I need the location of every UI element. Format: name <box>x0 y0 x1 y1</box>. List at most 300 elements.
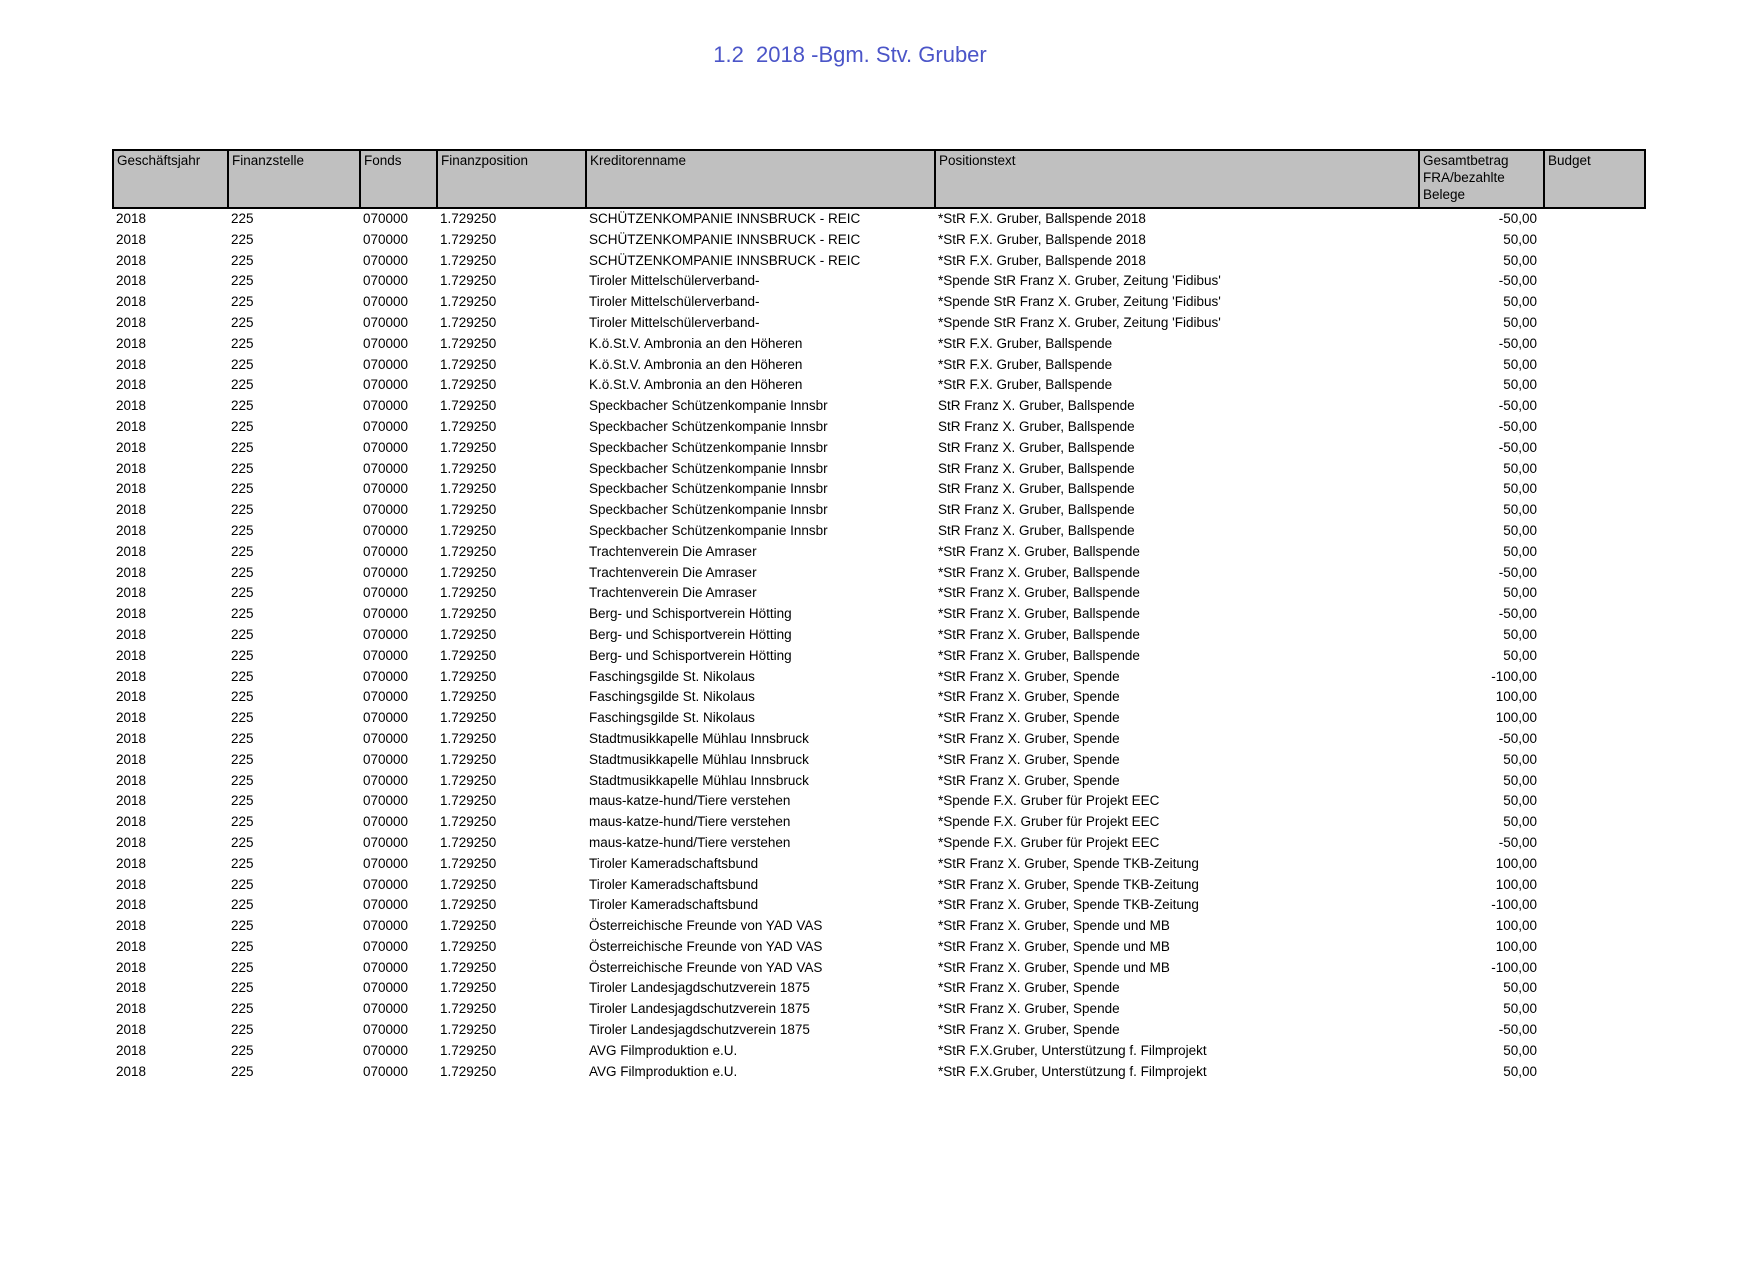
cell-gesamtbetrag: -50,00 <box>1498 439 1537 455</box>
cell-finanzstelle: 225 <box>231 793 254 809</box>
cell-finanzstelle: 225 <box>231 959 254 975</box>
table-row <box>113 479 1645 500</box>
cell-geschaeftsjahr: 2018 <box>116 730 147 746</box>
cell-positionstext: *StR Franz X. Gruber, Spende <box>938 1001 1120 1017</box>
cell-gesamtbetrag: -50,00 <box>1498 418 1537 434</box>
cell-positionstext: *StR Franz X. Gruber, Spende <box>938 980 1120 996</box>
table-row <box>113 500 1645 521</box>
cell-kreditorenname: Österreichische Freunde von YAD VAS <box>589 959 823 975</box>
cell-positionstext: *StR Franz X. Gruber, Spende und MB <box>938 959 1170 975</box>
cell-budget <box>1544 208 1645 230</box>
cell-geschaeftsjahr: 2018 <box>116 668 147 684</box>
cell-finanzstelle: 225 <box>231 751 254 767</box>
table-row <box>113 313 1645 334</box>
cell-finanzposition: 1.729250 <box>440 522 497 538</box>
cell-gesamtbetrag: -50,00 <box>1498 834 1537 850</box>
cell-finanzposition: 1.729250 <box>440 377 497 393</box>
cell-finanzposition: 1.729250 <box>440 751 497 767</box>
cell-fonds: 070000 <box>363 647 409 663</box>
table-row <box>113 542 1645 563</box>
cell-finanzstelle: 225 <box>231 647 254 663</box>
cell-fonds: 070000 <box>363 398 409 414</box>
cell-finanzposition: 1.729250 <box>440 834 497 850</box>
cell-positionstext: StR Franz X. Gruber, Ballspende <box>938 460 1135 476</box>
table-header <box>113 150 1645 208</box>
cell-positionstext: *StR F.X.Gruber, Unterstützung f. Filmprojekt <box>938 1042 1207 1058</box>
cell-positionstext: *StR Franz X. Gruber, Ballspende <box>938 647 1140 663</box>
cell-budget <box>1544 479 1645 500</box>
cell-positionstext: *StR Franz X. Gruber, Spende TKB-Zeitung <box>938 855 1199 871</box>
cell-finanzposition: 1.729250 <box>440 564 497 580</box>
cell-positionstext: *StR Franz X. Gruber, Spende <box>938 772 1120 788</box>
cell-gesamtbetrag: 100,00 <box>1495 710 1537 726</box>
cell-kreditorenname: Tiroler Mittelschülerverband- <box>589 314 760 330</box>
cell-gesamtbetrag: -50,00 <box>1498 398 1537 414</box>
cell-geschaeftsjahr: 2018 <box>116 356 147 372</box>
cell-kreditorenname: Berg- und Schisportverein Hötting <box>589 647 792 663</box>
cell-positionstext: *Spende StR Franz X. Gruber, Zeitung 'Fidibus' <box>938 294 1221 310</box>
cell-finanzstelle: 225 <box>231 772 254 788</box>
cell-finanzstelle: 225 <box>231 897 254 913</box>
cell-geschaeftsjahr: 2018 <box>116 855 147 871</box>
cell-budget <box>1544 625 1645 646</box>
table-row <box>113 999 1645 1020</box>
cell-kreditorenname: AVG Filmproduktion e.U. <box>589 1042 738 1058</box>
table-row <box>113 604 1645 625</box>
cell-finanzstelle: 225 <box>231 502 254 518</box>
cell-fonds: 070000 <box>363 273 409 289</box>
cell-fonds: 070000 <box>363 522 409 538</box>
cell-kreditorenname: Trachtenverein Die Amraser <box>589 564 757 580</box>
cell-positionstext: *StR Franz X. Gruber, Ballspende <box>938 626 1140 642</box>
cell-budget <box>1544 999 1645 1020</box>
cell-geschaeftsjahr: 2018 <box>116 335 147 351</box>
cell-geschaeftsjahr: 2018 <box>116 377 147 393</box>
cell-finanzstelle: 225 <box>231 855 254 871</box>
cell-kreditorenname: Trachtenverein Die Amraser <box>589 585 757 601</box>
cell-kreditorenname: Berg- und Schisportverein Hötting <box>589 606 792 622</box>
cell-finanzposition: 1.729250 <box>440 730 497 746</box>
cell-finanzstelle: 225 <box>231 377 254 393</box>
cell-finanzstelle: 225 <box>231 710 254 726</box>
cell-finanzstelle: 225 <box>231 1022 254 1038</box>
cell-fonds: 070000 <box>363 585 409 601</box>
cell-kreditorenname: Faschingsgilde St. Nikolaus <box>589 689 755 705</box>
cell-budget <box>1544 895 1645 916</box>
report-table <box>112 149 1646 1082</box>
cell-kreditorenname: SCHÜTZENKOMPANIE INNSBRUCK - REIC <box>589 211 861 226</box>
cell-geschaeftsjahr: 2018 <box>116 481 147 497</box>
cell-kreditorenname: Speckbacher Schützenkompanie Innsbr <box>589 439 828 455</box>
cell-gesamtbetrag: 50,00 <box>1503 377 1537 393</box>
cell-geschaeftsjahr: 2018 <box>116 959 147 975</box>
cell-kreditorenname: Tiroler Kameradschaftsbund <box>589 855 759 871</box>
cell-fonds: 070000 <box>363 980 409 996</box>
cell-kreditorenname: K.ö.St.V. Ambronia an den Höheren <box>589 335 803 351</box>
cell-kreditorenname: Tiroler Landesjagdschutzverein 1875 <box>589 1001 810 1017</box>
cell-finanzposition: 1.729250 <box>440 668 497 684</box>
cell-geschaeftsjahr: 2018 <box>116 273 147 289</box>
cell-gesamtbetrag: 50,00 <box>1503 252 1537 268</box>
cell-finanzposition: 1.729250 <box>440 314 497 330</box>
cell-gesamtbetrag: -50,00 <box>1498 606 1537 622</box>
cell-gesamtbetrag: -50,00 <box>1498 730 1537 746</box>
cell-finanzposition: 1.729250 <box>440 231 497 247</box>
cell-geschaeftsjahr: 2018 <box>116 751 147 767</box>
cell-finanzstelle: 225 <box>231 918 254 934</box>
cell-kreditorenname: maus-katze-hund/Tiere verstehen <box>589 793 791 809</box>
cell-finanzposition: 1.729250 <box>440 335 497 351</box>
cell-positionstext: StR Franz X. Gruber, Ballspende <box>938 481 1135 497</box>
cell-finanzstelle: 225 <box>231 938 254 954</box>
cell-fonds: 070000 <box>363 751 409 767</box>
cell-geschaeftsjahr: 2018 <box>116 585 147 601</box>
cell-kreditorenname: K.ö.St.V. Ambronia an den Höheren <box>589 377 803 393</box>
cell-positionstext: *StR F.X. Gruber, Ballspende 2018 <box>938 231 1146 247</box>
cell-budget <box>1544 687 1645 708</box>
cell-finanzposition: 1.729250 <box>440 502 497 518</box>
cell-budget <box>1544 292 1645 313</box>
cell-kreditorenname: Tiroler Landesjagdschutzverein 1875 <box>589 980 810 996</box>
page-title: 1.2 2018 -Bgm. Stv. Gruber <box>713 42 987 67</box>
cell-budget <box>1544 375 1645 396</box>
cell-kreditorenname: maus-katze-hund/Tiere verstehen <box>589 834 791 850</box>
cell-finanzposition: 1.729250 <box>440 481 497 497</box>
cell-finanzstelle: 225 <box>231 522 254 538</box>
cell-geschaeftsjahr: 2018 <box>116 1042 147 1058</box>
cell-finanzstelle: 225 <box>231 980 254 996</box>
table-row <box>113 895 1645 916</box>
cell-budget <box>1544 230 1645 251</box>
cell-fonds: 070000 <box>363 356 409 372</box>
cell-kreditorenname: Stadtmusikkapelle Mühlau Innsbruck <box>589 730 809 746</box>
cell-finanzstelle: 225 <box>231 252 254 268</box>
cell-gesamtbetrag: -100,00 <box>1491 668 1537 684</box>
cell-geschaeftsjahr: 2018 <box>116 252 147 268</box>
cell-gesamtbetrag: 100,00 <box>1495 876 1537 892</box>
table-row <box>113 729 1645 750</box>
cell-fonds: 070000 <box>363 710 409 726</box>
table-row <box>113 916 1645 937</box>
cell-kreditorenname: Faschingsgilde St. Nikolaus <box>589 710 755 726</box>
cell-finanzposition: 1.729250 <box>440 294 497 310</box>
cell-finanzposition: 1.729250 <box>440 980 497 996</box>
cell-finanzposition: 1.729250 <box>440 897 497 913</box>
table-row <box>113 937 1645 958</box>
table-row <box>113 271 1645 292</box>
cell-gesamtbetrag: -50,00 <box>1498 335 1537 351</box>
cell-budget <box>1544 563 1645 584</box>
cell-positionstext: *StR Franz X. Gruber, Ballspende <box>938 606 1140 622</box>
cell-budget <box>1544 791 1645 812</box>
cell-gesamtbetrag: 100,00 <box>1495 918 1537 934</box>
cell-positionstext: *StR Franz X. Gruber, Spende und MB <box>938 938 1170 954</box>
cell-finanzposition: 1.729250 <box>440 772 497 788</box>
cell-fonds: 070000 <box>363 502 409 518</box>
cell-gesamtbetrag: 50,00 <box>1503 543 1537 559</box>
cell-fonds: 070000 <box>363 314 409 330</box>
cell-gesamtbetrag: 50,00 <box>1503 481 1537 497</box>
cell-budget <box>1544 708 1645 729</box>
cell-finanzstelle: 225 <box>231 814 254 830</box>
cell-fonds: 070000 <box>363 606 409 622</box>
report-page <box>0 42 1754 1082</box>
cell-budget <box>1544 583 1645 604</box>
table-row <box>113 791 1645 812</box>
cell-fonds: 070000 <box>363 626 409 642</box>
cell-budget <box>1544 521 1645 542</box>
cell-fonds: 070000 <box>363 377 409 393</box>
table-row <box>113 208 1645 230</box>
table-row <box>113 396 1645 417</box>
cell-kreditorenname: Berg- und Schisportverein Hötting <box>589 626 792 642</box>
cell-fonds: 070000 <box>363 814 409 830</box>
cell-finanzposition: 1.729250 <box>440 959 497 975</box>
cell-budget <box>1544 417 1645 438</box>
cell-budget <box>1544 916 1645 937</box>
cell-finanzstelle: 225 <box>231 294 254 310</box>
cell-kreditorenname: Speckbacher Schützenkompanie Innsbr <box>589 481 828 497</box>
cell-fonds: 070000 <box>363 689 409 705</box>
cell-fonds: 070000 <box>363 897 409 913</box>
cell-finanzstelle: 225 <box>231 564 254 580</box>
table-row <box>113 1062 1645 1083</box>
cell-budget <box>1544 396 1645 417</box>
cell-geschaeftsjahr: 2018 <box>116 793 147 809</box>
cell-finanzstelle: 225 <box>231 1001 254 1017</box>
cell-geschaeftsjahr: 2018 <box>116 294 147 310</box>
cell-budget <box>1544 459 1645 480</box>
cell-geschaeftsjahr: 2018 <box>116 418 147 434</box>
cell-finanzstelle: 225 <box>231 211 254 226</box>
cell-fonds: 070000 <box>363 1001 409 1017</box>
cell-positionstext: *StR Franz X. Gruber, Spende <box>938 689 1120 705</box>
cell-gesamtbetrag: 100,00 <box>1495 855 1537 871</box>
cell-geschaeftsjahr: 2018 <box>116 439 147 455</box>
cell-budget <box>1544 771 1645 792</box>
cell-fonds: 070000 <box>363 1022 409 1038</box>
column-header-finanzstelle: Finanzstelle <box>228 150 360 208</box>
cell-gesamtbetrag: 50,00 <box>1503 294 1537 310</box>
cell-geschaeftsjahr: 2018 <box>116 398 147 414</box>
table-row <box>113 230 1645 251</box>
cell-kreditorenname: Tiroler Kameradschaftsbund <box>589 876 759 892</box>
cell-gesamtbetrag: -50,00 <box>1498 211 1537 226</box>
cell-geschaeftsjahr: 2018 <box>116 543 147 559</box>
cell-budget <box>1544 604 1645 625</box>
cell-finanzposition: 1.729250 <box>440 252 497 268</box>
cell-fonds: 070000 <box>363 1063 409 1079</box>
cell-gesamtbetrag: 50,00 <box>1503 502 1537 518</box>
cell-positionstext: *StR Franz X. Gruber, Spende <box>938 1022 1120 1038</box>
column-header-gesamtbetrag: Gesamtbetrag FRA/bezahlte Belege <box>1419 150 1544 208</box>
cell-kreditorenname: Speckbacher Schützenkompanie Innsbr <box>589 418 828 434</box>
cell-finanzposition: 1.729250 <box>440 585 497 601</box>
table-row <box>113 771 1645 792</box>
cell-gesamtbetrag: 100,00 <box>1495 689 1537 705</box>
cell-positionstext: *StR F.X. Gruber, Ballspende <box>938 377 1113 393</box>
cell-geschaeftsjahr: 2018 <box>116 814 147 830</box>
cell-geschaeftsjahr: 2018 <box>116 689 147 705</box>
cell-finanzstelle: 225 <box>231 356 254 372</box>
table-row <box>113 375 1645 396</box>
cell-positionstext: *Spende F.X. Gruber für Projekt EEC <box>938 814 1160 830</box>
cell-finanzposition: 1.729250 <box>440 918 497 934</box>
cell-gesamtbetrag: -50,00 <box>1498 273 1537 289</box>
cell-gesamtbetrag: 50,00 <box>1503 751 1537 767</box>
cell-finanzposition: 1.729250 <box>440 273 497 289</box>
column-header-kreditorenname: Kreditorenname <box>586 150 935 208</box>
table-row <box>113 438 1645 459</box>
cell-gesamtbetrag: 50,00 <box>1503 980 1537 996</box>
cell-kreditorenname: Speckbacher Schützenkompanie Innsbr <box>589 522 828 538</box>
cell-gesamtbetrag: 50,00 <box>1503 585 1537 601</box>
cell-gesamtbetrag: 100,00 <box>1495 938 1537 954</box>
table-row <box>113 355 1645 376</box>
cell-gesamtbetrag: 50,00 <box>1503 1042 1537 1058</box>
cell-gesamtbetrag: 50,00 <box>1503 356 1537 372</box>
cell-gesamtbetrag: -100,00 <box>1491 897 1537 913</box>
cell-budget <box>1544 646 1645 667</box>
cell-positionstext: *Spende F.X. Gruber für Projekt EEC <box>938 834 1160 850</box>
cell-finanzposition: 1.729250 <box>440 418 497 434</box>
cell-fonds: 070000 <box>363 481 409 497</box>
cell-fonds: 070000 <box>363 231 409 247</box>
cell-fonds: 070000 <box>363 335 409 351</box>
cell-budget <box>1544 667 1645 688</box>
cell-geschaeftsjahr: 2018 <box>116 897 147 913</box>
column-header-finanzposition: Finanzposition <box>437 150 586 208</box>
table-row <box>113 334 1645 355</box>
cell-budget <box>1544 355 1645 376</box>
cell-finanzposition: 1.729250 <box>440 876 497 892</box>
cell-gesamtbetrag: 50,00 <box>1503 814 1537 830</box>
cell-budget <box>1544 812 1645 833</box>
cell-finanzstelle: 225 <box>231 543 254 559</box>
table-row <box>113 958 1645 979</box>
cell-geschaeftsjahr: 2018 <box>116 834 147 850</box>
cell-gesamtbetrag: 50,00 <box>1503 460 1537 476</box>
cell-budget <box>1544 875 1645 896</box>
cell-gesamtbetrag: 50,00 <box>1503 1001 1537 1017</box>
cell-finanzstelle: 225 <box>231 418 254 434</box>
cell-fonds: 070000 <box>363 294 409 310</box>
cell-budget <box>1544 978 1645 999</box>
cell-finanzposition: 1.729250 <box>440 814 497 830</box>
column-header-geschaeftsjahr: Geschäftsjahr <box>113 150 228 208</box>
cell-finanzposition: 1.729250 <box>440 689 497 705</box>
cell-fonds: 070000 <box>363 460 409 476</box>
cell-fonds: 070000 <box>363 772 409 788</box>
cell-positionstext: *StR Franz X. Gruber, Spende TKB-Zeitung <box>938 897 1199 913</box>
cell-positionstext: StR Franz X. Gruber, Ballspende <box>938 398 1135 414</box>
cell-finanzstelle: 225 <box>231 626 254 642</box>
cell-gesamtbetrag: 50,00 <box>1503 772 1537 788</box>
cell-finanzstelle: 225 <box>231 606 254 622</box>
cell-budget <box>1544 750 1645 771</box>
cell-fonds: 070000 <box>363 439 409 455</box>
cell-gesamtbetrag: -50,00 <box>1498 564 1537 580</box>
table-row <box>113 292 1645 313</box>
cell-budget <box>1544 438 1645 459</box>
cell-kreditorenname: SCHÜTZENKOMPANIE INNSBRUCK - REIC <box>589 231 861 247</box>
cell-finanzstelle: 225 <box>231 689 254 705</box>
cell-finanzstelle: 225 <box>231 273 254 289</box>
cell-finanzstelle: 225 <box>231 481 254 497</box>
cell-finanzposition: 1.729250 <box>440 1001 497 1017</box>
cell-finanzstelle: 225 <box>231 834 254 850</box>
cell-gesamtbetrag: 50,00 <box>1503 522 1537 538</box>
cell-budget <box>1544 1020 1645 1041</box>
cell-kreditorenname: Tiroler Mittelschülerverband- <box>589 273 760 289</box>
cell-budget <box>1544 854 1645 875</box>
cell-geschaeftsjahr: 2018 <box>116 1022 147 1038</box>
cell-geschaeftsjahr: 2018 <box>116 980 147 996</box>
cell-kreditorenname: Faschingsgilde St. Nikolaus <box>589 668 755 684</box>
table-row <box>113 417 1645 438</box>
cell-fonds: 070000 <box>363 211 409 226</box>
cell-geschaeftsjahr: 2018 <box>116 606 147 622</box>
cell-geschaeftsjahr: 2018 <box>116 460 147 476</box>
table-row <box>113 251 1645 272</box>
cell-finanzstelle: 225 <box>231 439 254 455</box>
cell-finanzposition: 1.729250 <box>440 938 497 954</box>
cell-finanzposition: 1.729250 <box>440 606 497 622</box>
cell-finanzposition: 1.729250 <box>440 460 497 476</box>
cell-fonds: 070000 <box>363 834 409 850</box>
table-row <box>113 750 1645 771</box>
cell-budget <box>1544 500 1645 521</box>
cell-finanzstelle: 225 <box>231 585 254 601</box>
cell-positionstext: StR Franz X. Gruber, Ballspende <box>938 439 1135 455</box>
cell-geschaeftsjahr: 2018 <box>116 918 147 934</box>
cell-finanzstelle: 225 <box>231 231 254 247</box>
cell-finanzposition: 1.729250 <box>440 356 497 372</box>
cell-fonds: 070000 <box>363 668 409 684</box>
cell-fonds: 070000 <box>363 876 409 892</box>
cell-fonds: 070000 <box>363 1042 409 1058</box>
cell-gesamtbetrag: 50,00 <box>1503 647 1537 663</box>
cell-fonds: 070000 <box>363 918 409 934</box>
cell-kreditorenname: Österreichische Freunde von YAD VAS <box>589 938 823 954</box>
table-row <box>113 854 1645 875</box>
cell-kreditorenname: Stadtmusikkapelle Mühlau Innsbruck <box>589 772 809 788</box>
table-row <box>113 1041 1645 1062</box>
cell-budget <box>1544 251 1645 272</box>
cell-kreditorenname: Tiroler Kameradschaftsbund <box>589 897 759 913</box>
cell-finanzposition: 1.729250 <box>440 855 497 871</box>
cell-budget <box>1544 271 1645 292</box>
table-row <box>113 833 1645 854</box>
cell-geschaeftsjahr: 2018 <box>116 938 147 954</box>
cell-finanzposition: 1.729250 <box>440 1022 497 1038</box>
cell-kreditorenname: maus-katze-hund/Tiere verstehen <box>589 814 791 830</box>
cell-geschaeftsjahr: 2018 <box>116 502 147 518</box>
table-row <box>113 708 1645 729</box>
cell-positionstext: *StR Franz X. Gruber, Spende <box>938 730 1120 746</box>
cell-gesamtbetrag: -100,00 <box>1491 959 1537 975</box>
cell-finanzposition: 1.729250 <box>440 647 497 663</box>
cell-geschaeftsjahr: 2018 <box>116 314 147 330</box>
cell-positionstext: StR Franz X. Gruber, Ballspende <box>938 522 1135 538</box>
table-row <box>113 563 1645 584</box>
cell-finanzstelle: 225 <box>231 730 254 746</box>
cell-positionstext: *StR Franz X. Gruber, Spende <box>938 668 1120 684</box>
cell-budget <box>1544 1041 1645 1062</box>
cell-geschaeftsjahr: 2018 <box>116 211 147 226</box>
cell-positionstext: *StR F.X. Gruber, Ballspende 2018 <box>938 252 1146 268</box>
cell-budget <box>1544 313 1645 334</box>
